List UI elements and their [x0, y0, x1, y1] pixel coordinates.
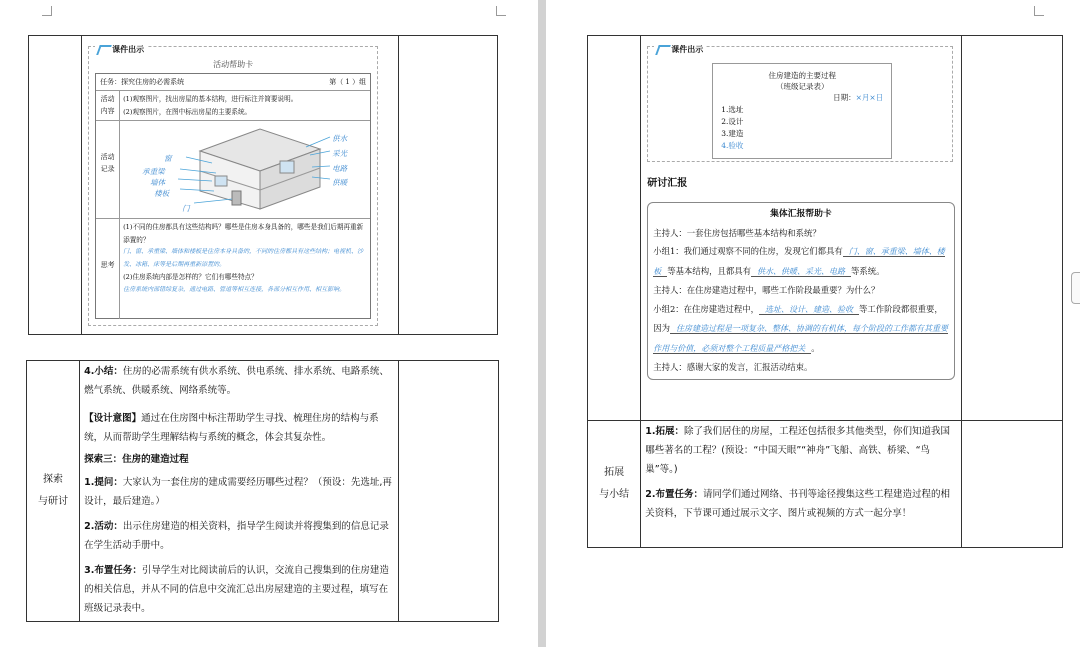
- house-label-wall: 墙体: [150, 178, 166, 187]
- side-label-1: 拓展: [604, 467, 625, 478]
- host-line-1: 主持人：一套住房包括哪些基本结构和系统？: [653, 227, 821, 238]
- page-corner-mark: [1034, 6, 1044, 16]
- assignment-text: 引导学生对比阅读前后的认识，交流自己搜集到的住房建造的相关信息，并从不同的信息中交流汇总出房屋建造的主要过程，填写在班级记录表中。: [84, 565, 389, 614]
- group1-text-a: 小组1：我们通过观察不同的住房，发现它们都具有: [653, 246, 843, 256]
- content-label: 活动内容: [96, 91, 120, 120]
- group2-fill-stages: 选址、设计、建造、验收: [759, 305, 859, 315]
- extension-content-cell: [641, 421, 961, 548]
- notes-cell: [398, 361, 498, 622]
- side-label-1: 探索: [43, 474, 64, 485]
- explore3-heading: 探索三：住房的建造过程: [84, 454, 189, 465]
- report-card-title: 集体汇报帮助卡: [770, 209, 832, 219]
- step-1: 1.选址: [721, 105, 744, 114]
- step-3: 3.建造: [721, 129, 744, 138]
- group1-fill-systems: 供水、供暖、采光、电路: [751, 267, 851, 277]
- house-label-beam: 承重梁: [142, 167, 165, 176]
- class-record-card: [712, 63, 892, 159]
- notes-cell: [961, 36, 1062, 421]
- content-item-1: (1)观察图片，找出房屋的基本结构，进行标注并简要说明。: [123, 95, 298, 103]
- document-page-right: [546, 0, 1080, 647]
- document-page-left: [0, 0, 538, 647]
- house-label-floor: 楼板: [154, 189, 170, 198]
- side-label-2: 与研讨: [38, 496, 69, 507]
- summary-label: 4.小结：: [84, 366, 123, 377]
- group1-fill-structures: 门、窗、承重梁、墙体、楼板: [653, 247, 945, 276]
- lesson-table-report: [587, 35, 1063, 548]
- activity-label: 2.活动：: [84, 521, 123, 532]
- design-intent-label: 【设计意图】: [84, 413, 142, 424]
- extension-text: 除了我们居住的房屋，工程还包括很多其他类型，你们知道我国哪些著名的工程？(预设：“中国天眼”“神舟”飞船、高铁、桥梁、“鸟巢”等。): [645, 426, 950, 475]
- house-label-water: 供水: [332, 134, 348, 143]
- date-value: ×月×日: [855, 93, 884, 102]
- content-item-2: (2)观察图片，在图中标出房屋的主要系统。: [123, 108, 252, 116]
- page-corner-mark: [496, 6, 506, 16]
- group1-text-c: 等系统。: [850, 265, 885, 276]
- courseware-figure-2: [647, 46, 953, 162]
- group2-text-b: 等工作阶段都很重要，因为: [653, 303, 943, 333]
- figure-tag: 课件出示: [95, 40, 147, 59]
- help-card-title: 活动帮助卡: [213, 60, 254, 69]
- house-label-heating: 供暖: [332, 178, 348, 187]
- step-4: 4.验收: [721, 141, 744, 150]
- side-cell-extension: [588, 421, 641, 548]
- question-text: 大家认为一套住房的建成需要经历哪些过程？（预设：先选址,再设计，最后建造。）: [84, 477, 392, 507]
- group1-answer: [653, 242, 948, 281]
- page-corner-mark: [42, 6, 52, 16]
- figure-cell: [82, 36, 399, 335]
- think-answer-1: 门、窗、承重梁、墙体和楼板是住房本身具备的，不同的住房都具有这些结构；电视机、沙发、冰箱、床等是后期再重新添置的。: [123, 248, 364, 268]
- explore-content-cell: [80, 361, 399, 622]
- house-label-light: 采光: [332, 149, 348, 158]
- side-panel-toggle[interactable]: [1071, 272, 1080, 304]
- record-subtitle: （班级记录表）: [775, 82, 829, 91]
- side-cell-explore: [27, 361, 80, 622]
- group-label: 第（ 1 ）组: [329, 78, 367, 86]
- homework-label: 2.布置任务：: [645, 489, 703, 500]
- homework-text: 请同学们通过网络、书刊等途径搜集这些工程建造过程的相关资料，下节课可通过展示文字、图片或视频的方式一起分享！: [645, 489, 950, 519]
- side-cell: [588, 36, 641, 421]
- think-question-2: (2)住房系统内部是怎样的？它们有哪些特点？: [123, 273, 258, 281]
- activity-text: 出示住房建造的相关资料，指导学生阅读并将搜集到的信息记录在学生活动手册中。: [84, 521, 389, 551]
- assignment-label: 3.布置任务：: [84, 565, 142, 576]
- report-help-card: [647, 202, 954, 380]
- side-label-2: 与小结: [599, 489, 630, 500]
- page-gap: [538, 0, 546, 647]
- notes-cell: [961, 421, 1062, 548]
- house-label-window: 窗: [164, 154, 172, 163]
- think-answer-2: 住房系统内部错综复杂，通过电路、管道等相互连接，各部分相互作用、相互影响。: [123, 285, 346, 293]
- help-card: [95, 73, 371, 319]
- courseware-figure: [88, 46, 378, 326]
- group2-text-c: 。: [811, 342, 820, 353]
- step-2: 2.设计: [721, 117, 744, 126]
- group1-text-b: 等基本结构，且都具有: [667, 265, 751, 276]
- design-intent-text: 通过在住房图中标注帮助学生寻找、梳理住房的结构与系统，从而帮助学生理解结构与系统的概念，体会其复杂性。: [84, 413, 379, 443]
- figure-tag: 课件出示: [654, 40, 706, 59]
- house-label-door: 门: [182, 204, 190, 213]
- side-cell: [29, 36, 82, 335]
- host-line-2: 主持人：在住房建造过程中，哪些工作阶段最重要？为什么？: [653, 285, 880, 295]
- think-question-1: (1)不同的住房都具有这些结构吗？哪些是住房本身具备的，哪些是我们后期再重新添置的？: [123, 223, 364, 244]
- report-heading: 研讨汇报: [647, 178, 688, 189]
- think-label: 思考: [96, 219, 120, 319]
- house-diagram: [120, 121, 370, 218]
- group2-text-a: 小组2：在住房建造过程中，: [653, 303, 760, 314]
- task-label: 任务：探究住房的必需系统: [100, 78, 185, 86]
- house-label-circuit: 电路: [332, 164, 348, 173]
- extension-label: 1.拓展：: [645, 426, 684, 437]
- host-line-3: 主持人：感谢大家的发言，汇报活动结束。: [653, 362, 813, 372]
- summary-text: 住房的必需系统有供水系统、供电系统、排水系统、电路系统、燃气系统、供暖系统、网络系统等。: [84, 366, 389, 396]
- question-label: 1.提问：: [84, 477, 123, 488]
- date-label: 日期：: [833, 93, 856, 102]
- lesson-table-top: [28, 35, 498, 335]
- lesson-table-explore: [26, 360, 499, 622]
- report-content-cell: [641, 36, 961, 421]
- group2-answer: [653, 300, 948, 359]
- notes-cell: [398, 36, 497, 335]
- record-title: 住房建造的主要过程: [768, 71, 836, 80]
- record-label: 活动记录: [96, 121, 120, 218]
- group2-fill-reason: 住房建造过程是一项复杂、整体、协调的有机体，每个阶段的工作都有其重要作用与价值，必须对整个工程质量严格把关: [653, 324, 948, 353]
